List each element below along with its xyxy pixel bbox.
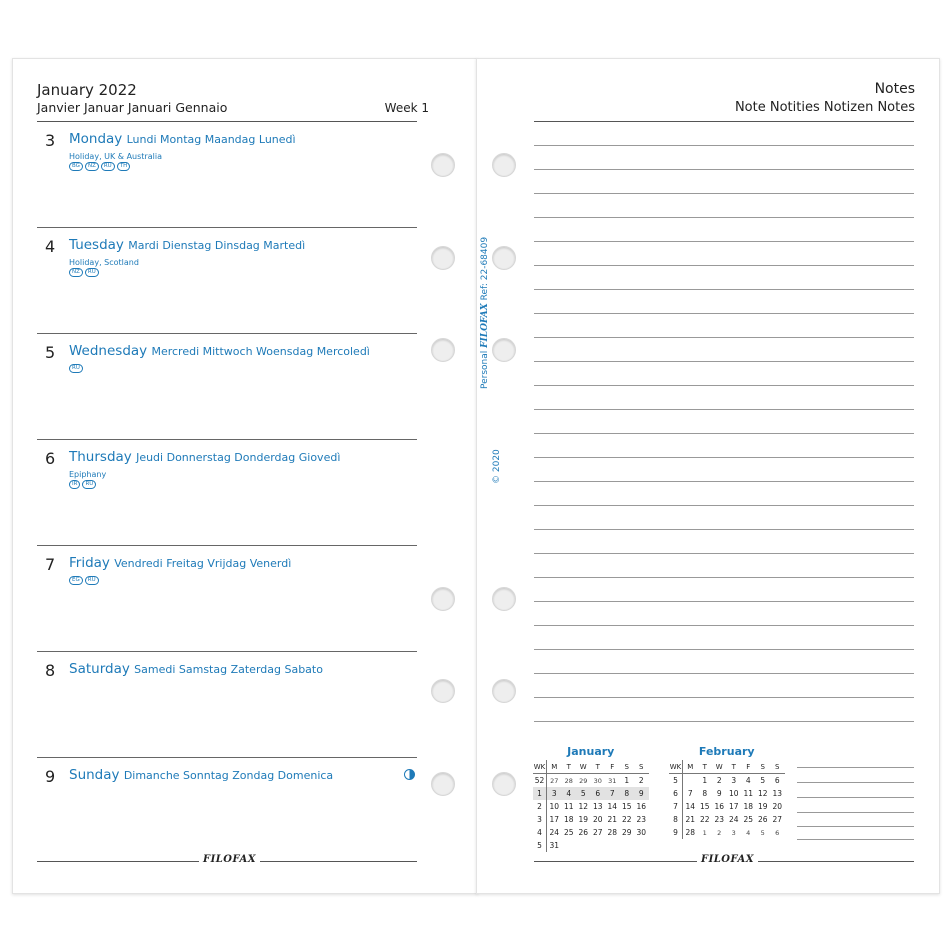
note-line (534, 385, 914, 386)
note-line (534, 193, 914, 194)
week-number: 5 (669, 774, 683, 788)
binder-hole (431, 772, 455, 796)
calendar-week-row (533, 774, 649, 788)
calendar-day (562, 839, 577, 852)
holiday-badges (69, 576, 99, 585)
weekday-header: F (741, 760, 756, 774)
day-number: 7 (45, 555, 56, 574)
calendar-day: 18 (743, 802, 754, 811)
note-line (534, 481, 914, 482)
calendar-day: 14 (685, 802, 696, 811)
calendar-side-rule (797, 797, 914, 798)
binder-hole (492, 679, 516, 703)
calendar-day (620, 839, 635, 852)
mini-calendar-grid (533, 760, 649, 852)
weekday-header: S (770, 760, 785, 774)
mini-calendar-month: January (567, 745, 615, 758)
day-entry[interactable] (37, 547, 417, 647)
calendar-day: 30 (593, 776, 602, 785)
calendar-day: 21 (607, 815, 618, 824)
calendar-week-row (669, 774, 785, 788)
day-name-translations: Vendredi Freitag Vrijdag Venerdì (114, 557, 292, 570)
calendar-day: 26 (757, 815, 768, 824)
day-number: 5 (45, 343, 56, 362)
side-personal: Personal (480, 350, 490, 389)
calendar-day: 31 (549, 841, 560, 850)
calendar-day: 12 (578, 802, 589, 811)
filofax-logo: FILOFAX (199, 854, 260, 865)
day-name-english: Wednesday (69, 343, 148, 359)
calendar-day: 24 (728, 815, 739, 824)
binder-hole (431, 246, 455, 270)
note-line (534, 433, 914, 434)
day-entry[interactable] (37, 123, 417, 223)
note-line (534, 289, 914, 290)
weekday-header: WK (669, 760, 683, 774)
day-name (69, 343, 370, 359)
country-badge: TH (117, 162, 131, 171)
calendar-day: 28 (564, 776, 573, 785)
calendar-day: 1 (702, 828, 707, 837)
calendar-day: 4 (746, 828, 751, 837)
calendar-day: 6 (775, 828, 780, 837)
country-badge: NZ (69, 268, 83, 277)
month-title: January 2022 (37, 81, 137, 99)
note-line (534, 673, 914, 674)
weekday-header: F (605, 760, 620, 774)
calendar-day: 17 (549, 815, 560, 824)
notes-page-right (476, 58, 940, 894)
note-line (534, 697, 914, 698)
calendar-day: 23 (714, 815, 725, 824)
week-number: 9 (669, 826, 683, 839)
calendar-day: 22 (621, 815, 632, 824)
day-entry[interactable] (37, 759, 417, 859)
day-number: 8 (45, 661, 56, 680)
calendar-day: 7 (687, 789, 693, 798)
binder-hole (492, 153, 516, 177)
notes-title: Notes (874, 81, 915, 97)
calendar-day: 21 (685, 815, 696, 824)
note-line (534, 169, 914, 170)
day-number: 3 (45, 131, 56, 150)
note-line (534, 241, 914, 242)
day-separator (37, 757, 417, 758)
holiday-badges (69, 162, 130, 171)
calendar-week-row (669, 826, 785, 839)
weekday-header: W (712, 760, 727, 774)
calendar-day: 29 (621, 828, 632, 837)
side-imprint (480, 237, 490, 389)
day-separator (37, 545, 417, 546)
day-name (69, 131, 296, 147)
calendar-day: 5 (760, 776, 766, 785)
side-filofax-logo: FILOFAX (480, 303, 490, 348)
calendar-day: 2 (638, 776, 644, 785)
day-separator (37, 439, 417, 440)
calendar-day: 20 (772, 802, 783, 811)
week-label: Week 1 (384, 101, 429, 115)
calendar-day: 22 (699, 815, 710, 824)
calendar-day: 17 (728, 802, 739, 811)
country-badge: RU (101, 162, 115, 171)
calendar-day: 11 (743, 789, 754, 798)
mini-calendar-february (669, 745, 785, 839)
calendar-day: 19 (757, 802, 768, 811)
day-entry[interactable] (37, 335, 417, 435)
day-name-english: Monday (69, 131, 123, 147)
binder-hole (492, 772, 516, 796)
calendar-day: 4 (562, 787, 577, 800)
country-badge: EG (69, 576, 83, 585)
calendar-side-rule (797, 839, 914, 840)
moon-phase-icon (404, 769, 415, 780)
binder-hole (492, 246, 516, 270)
calendar-day (605, 839, 620, 852)
calendar-day: 3 (731, 776, 737, 785)
binder-hole (431, 679, 455, 703)
binder-hole (492, 587, 516, 611)
day-separator (37, 651, 417, 652)
calendar-day: 24 (549, 828, 560, 837)
day-name-english: Tuesday (69, 237, 124, 253)
header-rule (534, 121, 914, 122)
calendar-week-row (669, 800, 785, 813)
calendar-day: 25 (743, 815, 754, 824)
country-badge: RU (85, 268, 99, 277)
calendar-day (591, 839, 606, 852)
calendar-day: 3 (731, 828, 736, 837)
note-line (534, 361, 914, 362)
note-line (534, 145, 914, 146)
day-number: 4 (45, 237, 56, 256)
country-badge: RU (69, 364, 83, 373)
calendar-day: 30 (636, 828, 647, 837)
calendar-day: 4 (745, 776, 751, 785)
holiday-note: Holiday, UK & Australia (69, 152, 162, 161)
calendar-day: 9 (634, 787, 649, 800)
day-name-translations: Jeudi Donnerstag Donderdag Giovedì (136, 451, 341, 464)
country-badge: BG (69, 162, 83, 171)
day-name-translations: Mardi Dienstag Dinsdag Martedì (128, 239, 306, 252)
calendar-side-rule (797, 767, 914, 768)
day-entry[interactable] (37, 441, 417, 541)
notes-translations: Note Notities Notizen Notes (734, 100, 915, 115)
day-entry[interactable] (37, 229, 417, 329)
weekday-header: W (576, 760, 591, 774)
day-name-translations: Mercredi Mittwoch Woensdag Mercoledì (151, 345, 370, 358)
week-number: 4 (533, 826, 547, 839)
holiday-note: Epiphany (69, 470, 107, 479)
weekday-header: T (727, 760, 742, 774)
calendar-side-rule (797, 826, 914, 827)
weekday-header: M (547, 760, 562, 774)
holiday-badges (69, 480, 96, 489)
weekday-header: T (591, 760, 606, 774)
calendar-day: 27 (550, 776, 559, 785)
mini-calendar-month: February (698, 745, 755, 758)
weekday-header: T (562, 760, 577, 774)
calendar-day: 3 (547, 787, 562, 800)
week-number: 7 (669, 800, 683, 813)
diary-page-left (12, 58, 478, 894)
weekday-header: S (756, 760, 771, 774)
calendar-week-row (533, 813, 649, 826)
day-separator (37, 227, 417, 228)
country-badge: NZ (85, 162, 99, 171)
week-number: 6 (669, 787, 683, 800)
holiday-note: Holiday, Scotland (69, 258, 139, 267)
binder-hole (431, 587, 455, 611)
calendar-day: 10 (728, 789, 739, 798)
day-name-english: Thursday (69, 449, 132, 465)
calendar-week-row (669, 787, 785, 800)
calendar-day: 29 (579, 776, 588, 785)
day-name (69, 237, 305, 253)
day-name (69, 449, 340, 465)
calendar-day: 2 (716, 776, 722, 785)
note-line (534, 313, 914, 314)
day-number: 9 (45, 767, 56, 786)
mini-calendar-january (533, 745, 649, 852)
note-line (534, 529, 914, 530)
day-name (69, 661, 323, 677)
calendar-day: 26 (578, 828, 589, 837)
calendar-day: 28 (607, 828, 618, 837)
holiday-badges (69, 364, 83, 373)
calendar-day: 23 (636, 815, 647, 824)
calendar-side-rule (797, 812, 914, 813)
day-entry[interactable] (37, 653, 417, 753)
holiday-badges (69, 268, 99, 277)
day-name-translations: Samedi Samstag Zaterdag Sabato (134, 663, 323, 676)
calendar-day (634, 839, 649, 852)
calendar-day: 8 (702, 789, 708, 798)
weekday-header: T (698, 760, 713, 774)
day-name-translations: Lundi Montag Maandag Lunedì (126, 133, 296, 146)
calendar-day: 5 (576, 787, 591, 800)
weekday-header: M (683, 760, 698, 774)
calendar-day: 19 (578, 815, 589, 824)
week-number: 2 (533, 800, 547, 813)
day-number: 6 (45, 449, 56, 468)
note-line (534, 337, 914, 338)
calendar-day: 27 (592, 828, 603, 837)
calendar-week-row (669, 813, 785, 826)
day-name-english: Saturday (69, 661, 130, 677)
day-name (69, 555, 291, 571)
calendar-day: 8 (620, 787, 635, 800)
calendar-day: 13 (592, 802, 603, 811)
calendar-day: 2 (717, 828, 722, 837)
note-line (534, 577, 914, 578)
mini-calendar-grid (669, 760, 785, 839)
calendar-day: 6 (774, 776, 780, 785)
country-badge: RU (82, 480, 96, 489)
calendar-day: 28 (685, 828, 696, 837)
calendar-day: 1 (702, 776, 708, 785)
note-line (534, 457, 914, 458)
calendar-day: 14 (607, 802, 618, 811)
month-translations: Janvier Januar Januari Gennaio (37, 100, 228, 115)
calendar-day: 5 (760, 828, 765, 837)
country-badge: IR (69, 480, 80, 489)
calendar-day: 9 (716, 789, 722, 798)
note-line (534, 721, 914, 722)
calendar-day: 12 (757, 789, 768, 798)
binder-hole (431, 153, 455, 177)
filofax-logo: FILOFAX (697, 854, 758, 865)
header-rule (37, 121, 417, 122)
calendar-day: 16 (636, 802, 647, 811)
calendar-day: 7 (605, 787, 620, 800)
day-name-english: Friday (69, 555, 110, 571)
binder-hole (492, 338, 516, 362)
calendar-day: 27 (772, 815, 783, 824)
day-name-translations: Dimanche Sonntag Zondag Domenica (123, 769, 334, 782)
week-number: 52 (533, 774, 547, 788)
note-line (534, 217, 914, 218)
note-line (534, 505, 914, 506)
calendar-day (576, 839, 591, 852)
week-number: 8 (669, 813, 683, 826)
calendar-day: 16 (714, 802, 725, 811)
binder-hole (431, 338, 455, 362)
note-line (534, 409, 914, 410)
week-number: 5 (533, 839, 547, 852)
calendar-day: 15 (621, 802, 632, 811)
note-line (534, 625, 914, 626)
note-line (534, 265, 914, 266)
calendar-day (683, 774, 698, 788)
week-number: 1 (533, 787, 547, 800)
calendar-day: 25 (563, 828, 574, 837)
note-line (534, 553, 914, 554)
calendar-day: 31 (608, 776, 617, 785)
note-line (534, 649, 914, 650)
country-badge: RU (85, 576, 99, 585)
calendar-day: 6 (591, 787, 606, 800)
calendar-day: 20 (592, 815, 603, 824)
day-name (69, 767, 333, 783)
calendar-week-row (533, 839, 649, 852)
calendar-day: 18 (563, 815, 574, 824)
calendar-side-rule (797, 782, 914, 783)
calendar-day: 1 (624, 776, 630, 785)
calendar-day: 10 (549, 802, 560, 811)
day-name-english: Sunday (69, 767, 120, 783)
day-separator (37, 333, 417, 334)
weekday-header: S (634, 760, 649, 774)
calendar-week-row (533, 787, 649, 800)
calendar-day: 11 (563, 802, 574, 811)
weekday-header: S (620, 760, 635, 774)
weekday-header: WK (533, 760, 547, 774)
calendar-day: 13 (772, 789, 783, 798)
side-copyright: © 2020 (492, 449, 502, 484)
week-number: 3 (533, 813, 547, 826)
calendar-week-row (533, 800, 649, 813)
calendar-day: 15 (699, 802, 710, 811)
note-line (534, 601, 914, 602)
calendar-week-row (533, 826, 649, 839)
side-ref: Ref: 22-68409 (480, 236, 490, 301)
